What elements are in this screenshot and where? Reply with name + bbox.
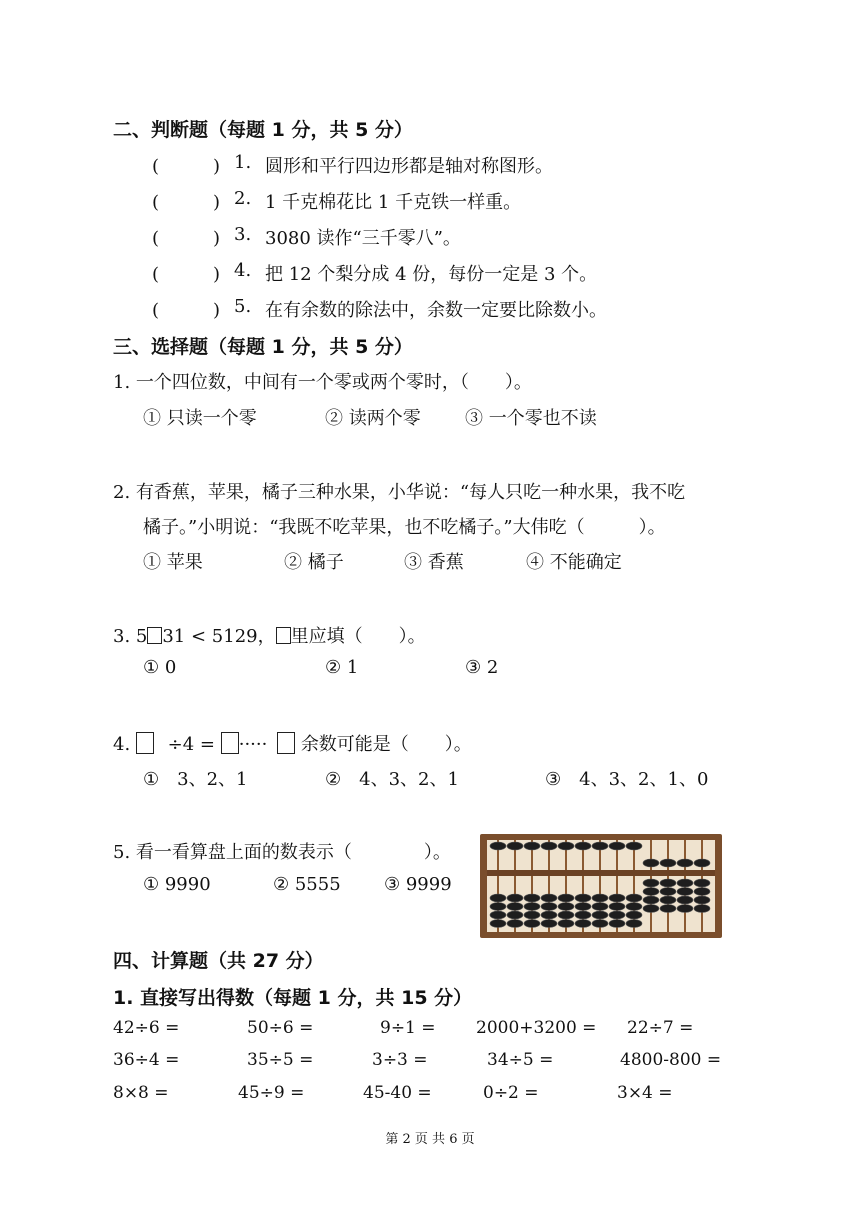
q4-option-1: ① 3、2、1 [143, 769, 248, 790]
q2-option-4: ④ 不能确定 [526, 552, 622, 573]
abacus-bead [507, 842, 523, 850]
calc-problem: 3÷3 = [372, 1050, 428, 1070]
question-3-stem: 3. 5 31 < 5129， 里应填（ ）。 [113, 626, 426, 647]
abacus-bead [541, 920, 557, 928]
abacus-bead [609, 911, 625, 919]
abacus-bead [490, 920, 506, 928]
dividend-box [136, 732, 154, 754]
abacus-bead [609, 920, 625, 928]
question-2-line-2: 橘子。”小明说：“我既不吃苹果，也不吃橘子。”大伟吃（ ）。 [143, 517, 666, 538]
calc-problem: 22÷7 = [627, 1018, 694, 1038]
answer-paren[interactable]: ( ) [152, 156, 221, 177]
abacus-bead [558, 920, 574, 928]
q2-option-2: ② 橘子 [284, 552, 344, 573]
abacus-bead [541, 894, 557, 902]
abacus-bead [592, 894, 608, 902]
question-4-stem: 4. ÷4 = ····· 余数可能是（ ）。 [113, 734, 472, 755]
abacus-bead [541, 903, 557, 911]
abacus-bead [677, 896, 693, 904]
answer-paren[interactable]: ( ) [152, 300, 221, 321]
q3-option-1: ① 0 [143, 657, 177, 678]
q4-option-2: ② 4、3、2、1 [325, 769, 459, 790]
q5-option-3: ③ 9999 [384, 874, 452, 895]
q1-option-3: ③ 一个零也不读 [465, 408, 597, 429]
q4-option-3: ③ 4、3、2、1、0 [545, 769, 709, 790]
abacus-image [480, 834, 722, 938]
abacus-bead [558, 911, 574, 919]
abacus-bead [558, 842, 574, 850]
q2-option-1: ① 苹果 [143, 552, 203, 573]
calc-problem: 45÷9 = [238, 1083, 305, 1103]
section-title-choice: 三、选择题（每题 1 分，共 5 分） [113, 336, 413, 358]
abacus-bead [660, 879, 676, 887]
calc-problem: 3×4 = [617, 1083, 673, 1103]
abacus-bead [626, 842, 642, 850]
abacus-bead [643, 888, 659, 896]
quotient-box [221, 732, 239, 754]
abacus-bead [660, 896, 676, 904]
calc-problem: 45-40 = [363, 1083, 432, 1103]
calc-problem: 9÷1 = [380, 1018, 436, 1038]
abacus-bead [575, 920, 591, 928]
abacus-bead [541, 842, 557, 850]
abacus-bead [609, 894, 625, 902]
question-5-stem: 5. 看一看算盘上面的数表示（ ）。 [113, 842, 451, 863]
abacus-bead [507, 894, 523, 902]
abacus-bead [541, 911, 557, 919]
abacus-bead [626, 920, 642, 928]
calc-problem: 42÷6 = [113, 1018, 180, 1038]
judgement-statement: 把 12 个梨分成 4 份，每份一定是 3 个。 [265, 264, 598, 285]
answer-paren[interactable]: ( ) [152, 264, 221, 285]
blank-box [276, 627, 291, 644]
page-footer: 第 2 页 共 6 页 [385, 1132, 475, 1147]
q3-option-2: ② 1 [325, 657, 359, 678]
judgement-statement: 圆形和平行四边形都是轴对称图形。 [265, 156, 553, 177]
calc-problem: 34÷5 = [487, 1050, 554, 1070]
section-title-judgement: 二、判断题（每题 1 分，共 5 分） [113, 119, 413, 141]
abacus-bead [677, 859, 693, 867]
question-1-stem: 1. 一个四位数，中间有一个零或两个零时，（ ）。 [113, 372, 532, 393]
blank-box [147, 627, 162, 644]
abacus-bead [626, 894, 642, 902]
item-number: 4. [234, 260, 252, 281]
abacus-bead [558, 894, 574, 902]
abacus-bead [524, 903, 540, 911]
judgement-statement: 1 千克棉花比 1 千克铁一样重。 [265, 192, 522, 213]
item-number: 3. [234, 224, 252, 245]
item-number: 2. [234, 188, 252, 209]
section-title-calculation: 四、计算题（共 27 分） [113, 950, 324, 972]
abacus-bead [592, 911, 608, 919]
abacus-bead [575, 894, 591, 902]
abacus-bead [524, 911, 540, 919]
judgement-statement: 3080 读作“三千零八”。 [265, 228, 461, 249]
calc-problem: 0÷2 = [483, 1083, 539, 1103]
abacus-bead [694, 905, 710, 913]
abacus-bead [609, 903, 625, 911]
abacus-bead [507, 911, 523, 919]
calc-problem: 36÷4 = [113, 1050, 180, 1070]
abacus-bead [507, 920, 523, 928]
answer-paren[interactable]: ( ) [152, 192, 221, 213]
abacus-bead [626, 911, 642, 919]
q5-option-1: ① 9990 [143, 874, 211, 895]
abacus-bead [490, 842, 506, 850]
abacus-bead [660, 905, 676, 913]
abacus-bead [694, 879, 710, 887]
abacus-bead [677, 879, 693, 887]
abacus-bead [490, 894, 506, 902]
item-number: 1. [234, 152, 252, 173]
answer-paren[interactable]: ( ) [152, 228, 221, 249]
calc-problem: 50÷6 = [247, 1018, 314, 1038]
q1-option-2: ② 读两个零 [325, 408, 421, 429]
abacus-bead [677, 905, 693, 913]
abacus-bead [592, 920, 608, 928]
abacus-bead [524, 842, 540, 850]
calc-problem: 2000+3200 = [476, 1018, 597, 1038]
abacus-bead [592, 903, 608, 911]
abacus-bead [643, 896, 659, 904]
abacus-bead [677, 888, 693, 896]
calc-problem: 35÷5 = [247, 1050, 314, 1070]
abacus-bead [575, 842, 591, 850]
abacus-bead [490, 911, 506, 919]
question-2-line-1: 2. 有香蕉，苹果，橘子三种水果，小华说：“每人只吃一种水果，我不吃 [113, 482, 686, 503]
subsection-title-mental-math: 1. 直接写出得数（每题 1 分，共 15 分） [113, 987, 473, 1009]
abacus-bead [507, 903, 523, 911]
abacus-bead [643, 859, 659, 867]
abacus-bead [490, 903, 506, 911]
item-number: 5. [234, 296, 252, 317]
remainder-box [277, 732, 295, 754]
q1-option-1: ① 只读一个零 [143, 408, 257, 429]
abacus-beam [487, 870, 715, 876]
abacus-bead [643, 905, 659, 913]
abacus-bead [575, 903, 591, 911]
abacus-bead [694, 896, 710, 904]
abacus-bead [524, 894, 540, 902]
abacus-bead [558, 903, 574, 911]
abacus-bead [660, 888, 676, 896]
calc-problem: 4800-800 = [620, 1050, 722, 1070]
abacus-bead [592, 842, 608, 850]
abacus-bead [660, 859, 676, 867]
abacus-bead [609, 842, 625, 850]
q2-option-3: ③ 香蕉 [404, 552, 464, 573]
abacus-bead [524, 920, 540, 928]
q5-option-2: ② 5555 [273, 874, 341, 895]
q3-option-3: ③ 2 [465, 657, 499, 678]
abacus-bead [694, 859, 710, 867]
abacus-bead [626, 903, 642, 911]
calc-problem: 8×8 = [113, 1083, 169, 1103]
abacus-bead [694, 888, 710, 896]
abacus-bead [643, 879, 659, 887]
abacus-bead [575, 911, 591, 919]
judgement-statement: 在有余数的除法中，余数一定要比除数小。 [265, 300, 607, 321]
